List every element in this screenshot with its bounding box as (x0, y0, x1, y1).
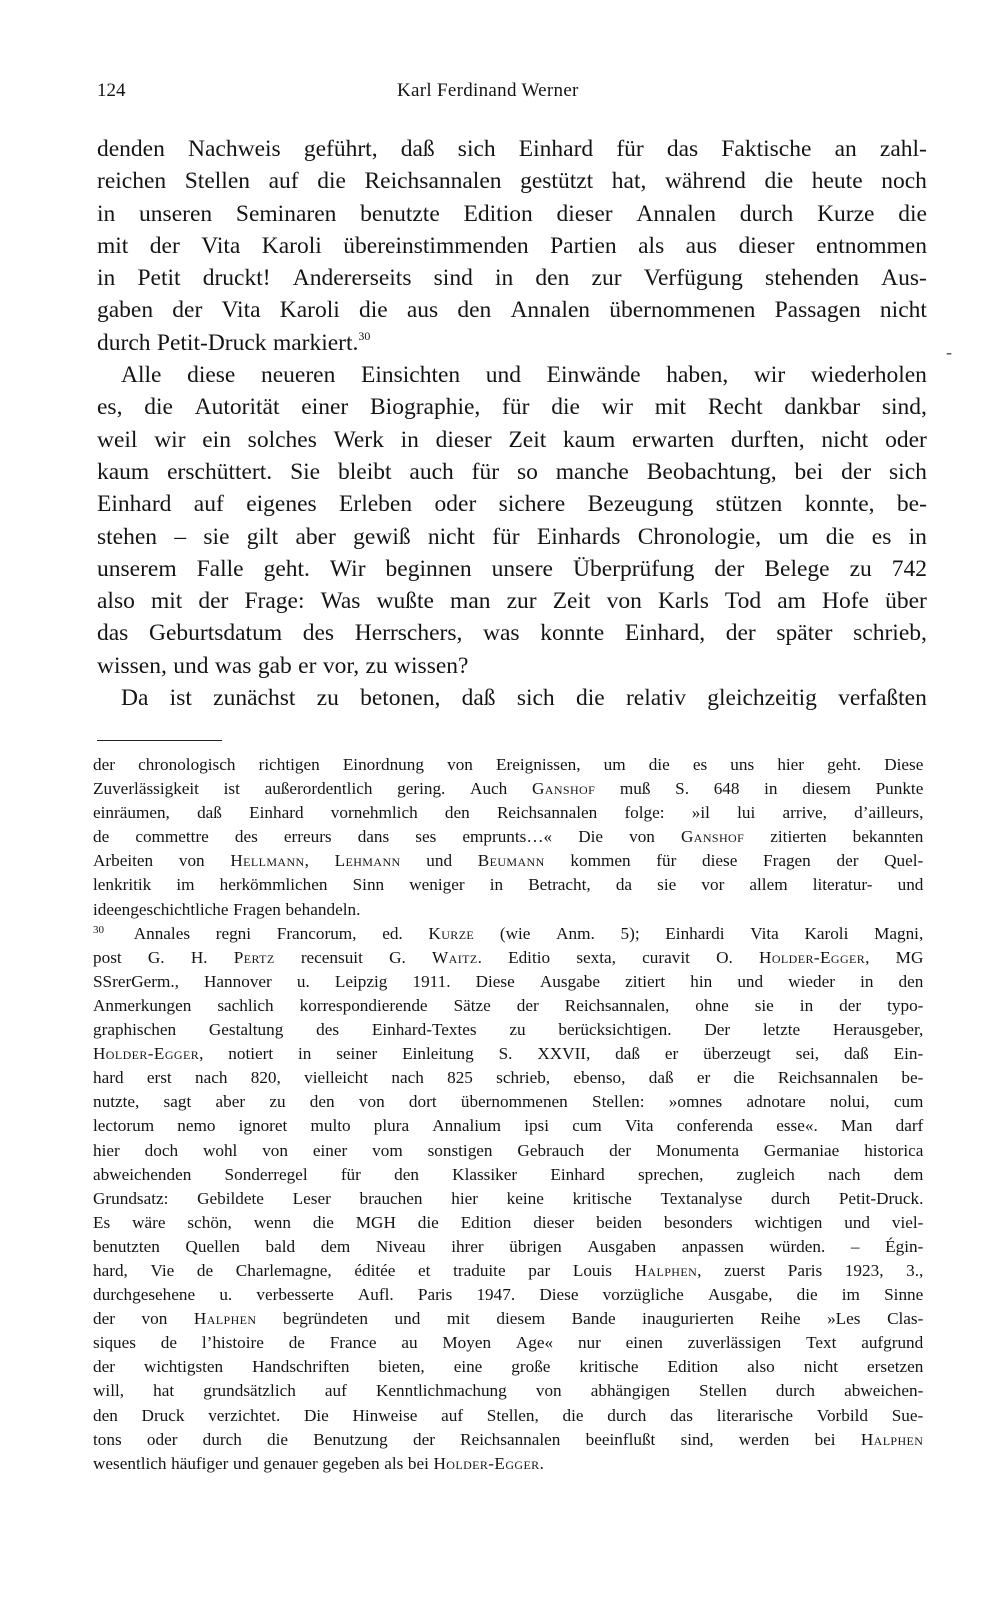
text-line: also mit der Frage: Was wußte man zur Zeit von Karls Tod am Hofe über (97, 588, 927, 615)
footnote-line: durchgesehene u. verbesserte Aufl. Paris 1947. Diese vorzügliche Ausgabe, die im Sinne (93, 1285, 924, 1305)
text-line: das Geburtsdatum des Herrschers, was konnte Einhard, der später schrieb, (97, 620, 927, 647)
footnote-line: tons oder durch die Benutzung der Reichsannalen beeinflußt sind, werden bei Halphen (93, 1429, 924, 1449)
text-line: Da ist zunächst zu betonen, daß sich die relativ gleichzeitig verfaßten (121, 685, 927, 712)
text-line: unserem Falle geht. Wir beginnen unsere Überprüfung der Belege zu 742 (97, 555, 927, 582)
footnote-line: siques de l’histoire de France au Moyen Age« nur einen zuverlässigen Text aufgrund (93, 1333, 924, 1353)
footnote-line: wesentlich häufiger und genauer gegeben als bei Holder-Egger. (93, 1453, 544, 1473)
text-line: durch Petit-Druck markiert.$^{30}$ (97, 328, 371, 356)
text-line: in unseren Seminaren benutzte Edition dieser Annalen durch Kurze die (97, 200, 927, 227)
footnote-line: Holder-Egger, notiert in seiner Einleitung S. XXVII, daß er überzeugt sei, daß Ein- (93, 1044, 924, 1064)
footnote-line: Grundsatz: Gebildete Leser brauchen hier keine kritische Textanalyse durch Petit-Druck. (93, 1188, 924, 1208)
footnote-line: den Druck verzichtet. Die Hinweise auf Stellen, die durch das literarische Vorbild Sue- (93, 1405, 924, 1425)
footnote-line: de commettre des erreurs dans ses emprunts…« Die von Ganshof zitierten bekannten (93, 827, 924, 847)
text-line: denden Nachweis geführt, daß sich Einhard für das Faktische an zahl- (97, 136, 927, 162)
footnote-line: post G. H. Pertz recensuit G. Waitz. Editio sexta, curavit O. Holder-Egger, MG (93, 947, 924, 967)
footnote-line: Arbeiten von Hellmann, Lehmann und Beumann kommen für diese Fragen der Quel- (93, 851, 924, 871)
footnote-line: will, hat grundsätzlich auf Kenntlichmachung von abhängigen Stellen durch abweichen- (93, 1381, 924, 1401)
footnote-line: graphischen Gestaltung des Einhard-Textes zu berücksichtigen. Der letzte Herausgeber, (93, 1020, 924, 1040)
text-line: Alle diese neueren Einsichten und Einwände haben, wir wiederholen (121, 362, 927, 389)
text-line: mit der Vita Karoli übereinstimmenden Partien als aus dieser entnommen (97, 232, 927, 259)
footnote-line: der wichtigsten Handschriften bieten, eine große kritische Edition also nicht ersetzen (93, 1357, 924, 1377)
footnote-rule (97, 740, 222, 741)
footnote-line: der chronologisch richtigen Einordnung von Ereignissen, um die es uns hier geht. Diese (93, 755, 924, 774)
text-line: in Petit druckt! Andererseits sind in den zur Verfügung stehenden Aus- (97, 265, 927, 292)
footnote-line: hier doch wohl von einer vom sonstigen Gebrauch der Monumenta Germaniae historica (93, 1140, 924, 1160)
footnote-line: $^{30}$ Annales regni Francorum, ed. Kurze (wie Anm. 5); Einhardi Vita Karoli Magni, (93, 923, 924, 943)
footnote-line: lenkritik im herkömmlichen Sinn weniger in Betracht, da sie vor allem literatur- und (93, 875, 924, 895)
main-text (97, 133, 927, 714)
text-line: weil wir ein solches Werk in dieser Zeit kaum erwarten durften, nicht oder (97, 426, 927, 453)
footnote-line: nutzte, sagt aber zu den von dort übernommenen Stellen: »omnes adnotare nolui, cum (93, 1092, 924, 1112)
footnote-line: hard erst nach 820, vielleicht nach 825 schrieb, ebenso, daß er die Reichsannalen be- (93, 1068, 924, 1088)
text-line: gaben der Vita Karoli die aus den Annalen übernommenen Passagen nicht (97, 297, 927, 324)
footnote-line: abweichenden Sonderregel für den Klassiker Einhard sprechen, zugleich nach dem (93, 1164, 924, 1184)
margin-mark: - (946, 342, 952, 362)
footnote-line: einräumen, daß Einhard vornehmlich den Reichsannalen folge: »il lui arrive, d’ailleurs, (93, 803, 924, 823)
text-line: stehen – sie gilt aber gewiß nicht für Einhards Chronologie, um die es in (97, 523, 927, 550)
footnote-line: SSrerGerm., Hannover u. Leipzig 1911. Diese Ausgabe zitiert hin und wieder in den (93, 971, 924, 991)
running-head (97, 80, 897, 106)
footnote-line: lectorum nemo ignoret multo plura Annalium ipsi cum Vita conferenda esse«. Man darf (93, 1116, 924, 1136)
page-number: 124 (97, 80, 126, 101)
footnote-ref: 30 (358, 328, 371, 343)
text-line: es, die Autorität einer Biographie, für die wir mit Recht dankbar sind, (97, 394, 927, 421)
text-line: Einhard auf eigenes Erleben oder sichere Bezeugung stützen konnte, be- (97, 491, 927, 518)
footnote-line: benutzten Quellen bald dem Niveau ihrer übrigen Ausgaben anpassen würden. – Égin- (93, 1236, 924, 1256)
footnote-line: Zuverlässigkeit ist außerordentlich gering. Auch Ganshof muß S. 648 in diesem Punkte (93, 779, 924, 799)
text-line: kaum erschüttert. Sie bleibt auch für so manche Beobachtung, bei der sich (97, 458, 927, 485)
footnotes (93, 753, 928, 1476)
footnote-line: Anmerkungen sachlich korrespondierende Sätze der Reichsannalen, ohne sie in der typo- (93, 995, 924, 1015)
footnote-line: Es wäre schön, wenn die MGH die Edition dieser beiden besonders wichtigen und viel- (93, 1212, 924, 1232)
running-title: Karl Ferdinand Werner (397, 80, 579, 101)
text-line: reichen Stellen auf die Reichsannalen gestützt hat, während die heute noch (97, 168, 927, 195)
footnote-line: hard, Vie de Charlemagne, éditée et traduite par Louis Halphen, zuerst Paris 1923, 3., (93, 1260, 924, 1280)
footnote-line: der von Halphen begründeten und mit diesem Bande inaugurierten Reihe »Les Clas- (93, 1309, 924, 1329)
footnote-line: ideengeschichtliche Fragen behandeln. (93, 899, 361, 919)
text-line: wissen, und was gab er vor, zu wissen? (97, 652, 469, 679)
